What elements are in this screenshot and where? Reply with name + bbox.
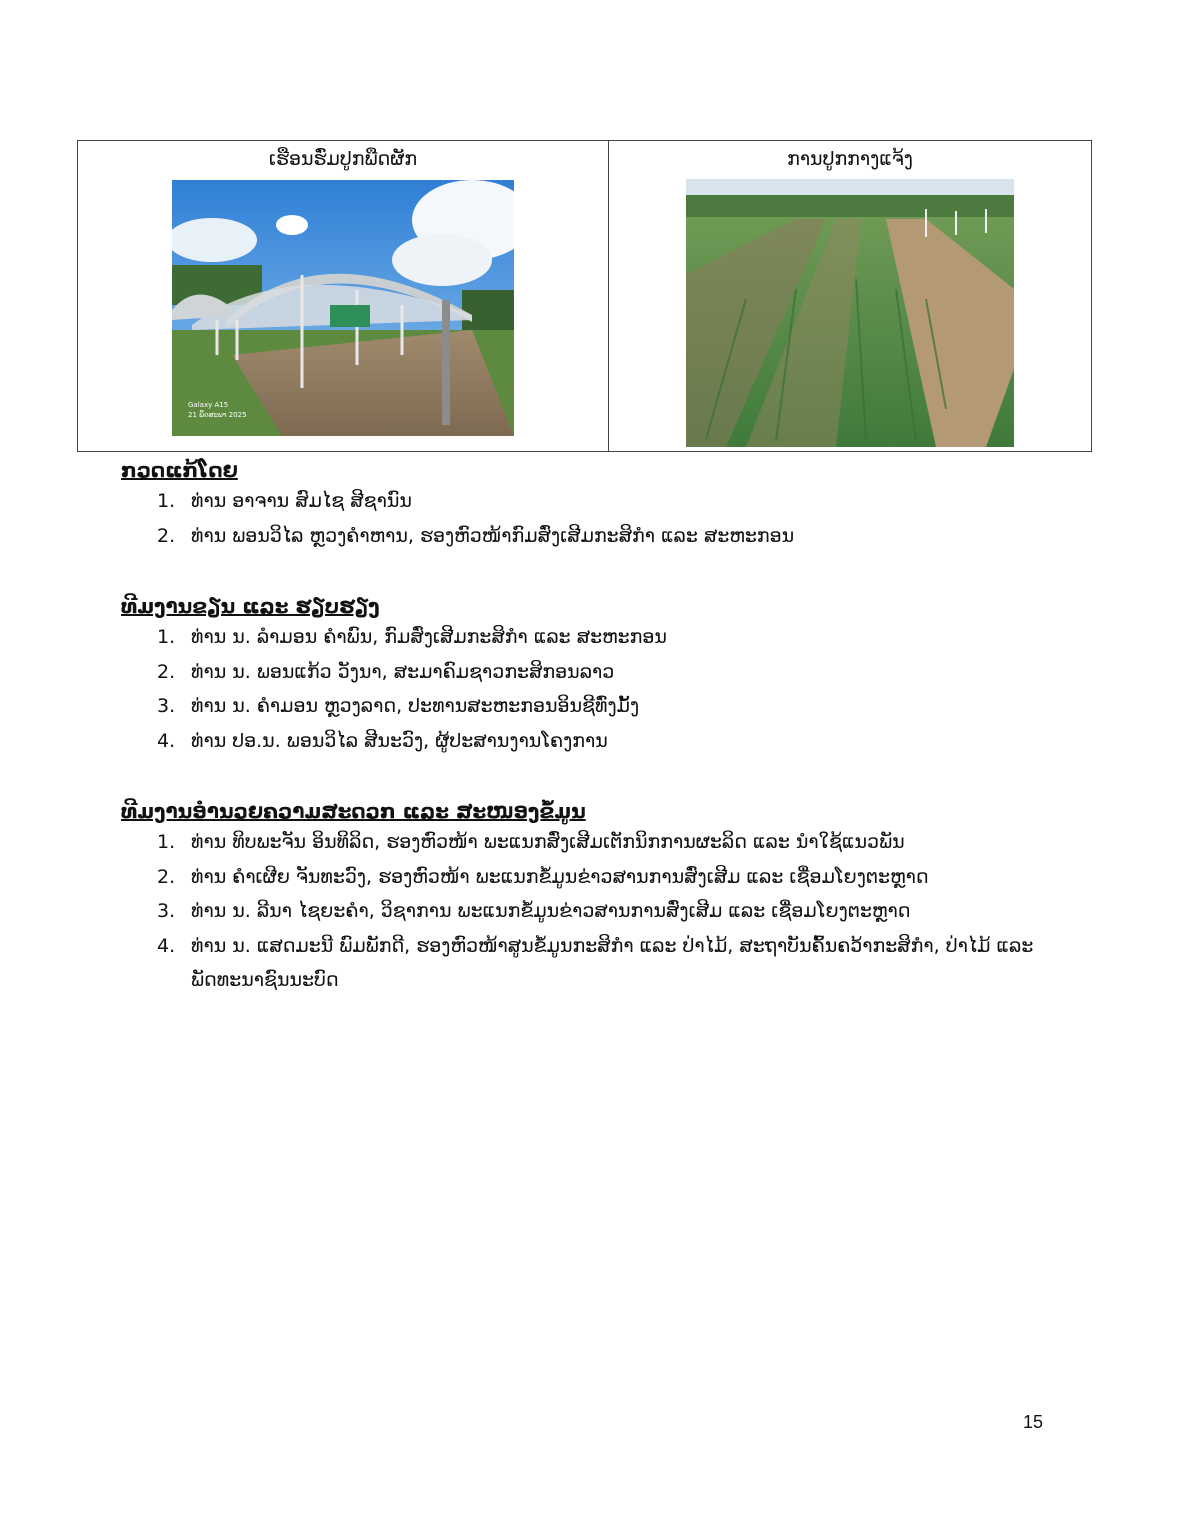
- photo-table: [77, 140, 1092, 452]
- list-item: 2. ທ່ານ ພອນວິໄລ ຫຼວງຄໍາຫານ, ຮອງຫົວໜ້າກົມສົ່ງເສີມກະສິກໍາ ແລະ ສະຫະກອນ: [157, 524, 795, 547]
- section-title: ທີມງານຂຽນ ແລະ ຮຽບຮຽງ: [121, 594, 380, 618]
- outdoor-field-photo: [686, 179, 1014, 447]
- list-item: 3. ທ່ານ ນ. ຄໍາມອນ ຫຼວງລາດ, ປະທານສະຫະກອນອິນຊີທົ່ງມັ້ງ: [157, 695, 640, 717]
- greenhouse-photo: [172, 180, 514, 436]
- page-number: 15: [1023, 1412, 1044, 1432]
- outdoor-caption: ການປູກກາງແຈ້ງ: [787, 148, 913, 170]
- stamp-line2: 21 ພຶດສະພາ 2025: [188, 411, 247, 419]
- section-facilitation-team: [121, 797, 1061, 998]
- section-writing-team: [121, 592, 667, 758]
- stamp-line1: Galaxy A15: [188, 401, 229, 409]
- greenhouse-caption: ເຮືອນຮົ່ມປູກພືດຜັກ: [268, 148, 418, 170]
- writer-list: [121, 620, 667, 758]
- list-item: 4. ທ່ານ ນ. ແສດມະນີ ພົມພັກດີ, ຮອງຫົວໜ້າສູນຂໍ້ມູນກະສິກໍາ ແລະ ປ່າໄມ້, ສະຖາບັນຄົ້ນຄວ້າກະສິກໍາ, ປ່າໄມ້ ແລະ ພັດທະນາຊົນນະບົດ: [157, 934, 1034, 991]
- reviewer-list: [121, 484, 794, 553]
- list-item: 2. ທ່ານ ຄໍາເຜີຍ ຈັນທະວົງ, ຮອງຫົວໜ້າ ພະແນກຂໍ້ມູນຂ່າວສານການສົ່ງເສີມ ແລະ ເຊື່ອມໂຍງຕະຫຼາດ: [157, 865, 929, 888]
- photo-cell-greenhouse: [78, 141, 609, 451]
- section-reviewed-by: [121, 456, 794, 553]
- list-item: 2. ທ່ານ ນ. ພອນແກ້ວ ວັງນາ, ສະມາຄົມຊາວກະສິກອນລາວ: [157, 660, 615, 683]
- facilitator-list: [121, 825, 1061, 998]
- list-item: 1. ທ່ານ ທິບພະຈັນ ອິນທິລິດ, ຮອງຫົວໜ້າ ພະແນກສົ່ງເສີມເຕັກນິກການຜະລິດ ແລະ ນໍາໃຊ້ແນວພັນ: [157, 831, 905, 853]
- section-title: ທີມງານອໍານວຍຄວາມສະດວກ ແລະ ສະໜອງຂໍ້ມູນ: [121, 799, 586, 823]
- list-item: 1. ທ່ານ ນ. ລໍາມອນ ຄໍາພົນ, ກົມສົ່ງເສີມກະສິກໍາ ແລະ ສະຫະກອນ: [157, 626, 667, 648]
- list-item: 3. ທ່ານ ນ. ລີນາ ໄຊຍະຄໍາ, ວິຊາການ ພະແນກຂໍ້ມູນຂ່າວສານການສົ່ງເສີມ ແລະ ເຊື່ອມໂຍງຕະຫຼາດ: [157, 900, 911, 922]
- photo-cell-outdoor: [609, 141, 1091, 451]
- list-item: 4. ທ່ານ ປອ.ນ. ພອນວິໄລ ສີນະວົງ, ຜູ້ປະສານງານໂຄງການ: [157, 729, 608, 752]
- section-title: ກວດແກ້ໂດຍ: [121, 458, 238, 482]
- list-item: 1. ທ່ານ ອາຈານ ສົມໄຊ ສີຊານົນ: [157, 490, 412, 512]
